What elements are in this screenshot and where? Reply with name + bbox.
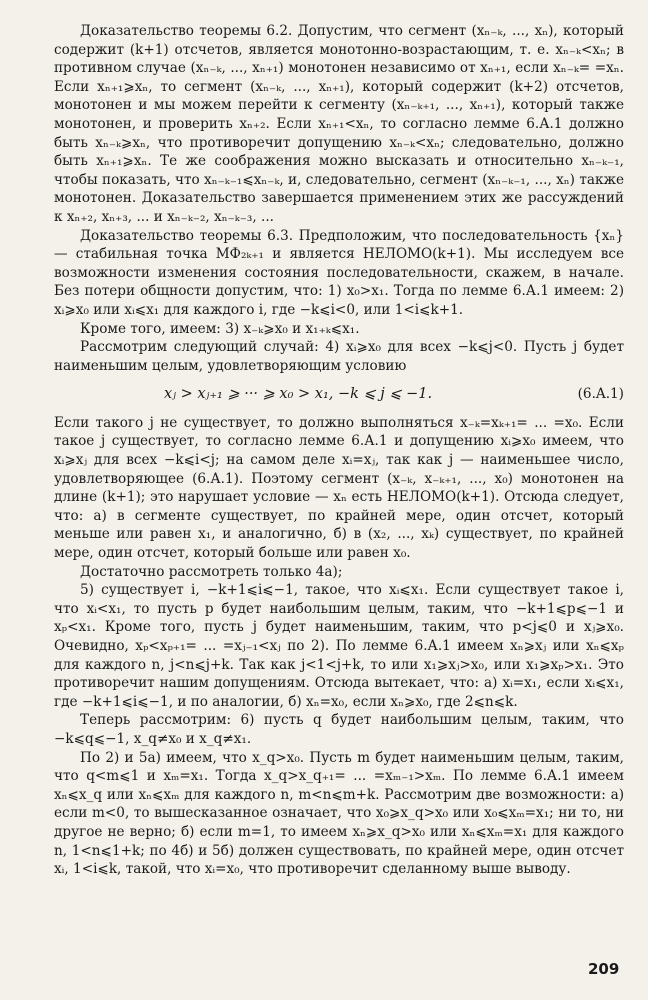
formula-6-a-1 xyxy=(54,385,624,404)
proof-theorem-6-3: Доказательство теоремы 6.3. Предположим, что последовательность {xₙ} — стабильная точка МФ₂ₖ₊₁ и является НЕЛОМО(k+1). Мы исследуем все возможности изменения состояния последовательности, скажем, в начале. Без потери общности допустим, что: 1) x₀>x₁. Тогда по лемме 6.А.1 имеем: 2) xᵢ⩾x₀ или xᵢ⩽x₁ для каждого i, где −k⩽i<0, или 1<i⩽k+1. xyxy=(54,227,624,318)
page-number: 209 xyxy=(588,960,620,978)
formula-expression: xⱼ > xⱼ₊₁ ⩾ ··· ⩾ x₀ > x₁, −k ⩽ j ⩽ −1. xyxy=(164,386,433,403)
proof-theorem-6-2: Доказательство теоремы 6.2. Допустим, что сегмент (xₙ₋ₖ, ..., xₙ), который содержит (k+1) отсчетов, является монотонно-возрастающим, т. е. xₙ₋ₖ<xₙ; в противном случае (xₙ₋ₖ, ..., xₙ₊₁) монотонен независимо от xₙ₊₁, если xₙ₋ₖ= =xₙ. Если xₙ₊₁⩾xₙ, то сегмент (xₙ₋ₖ, ..., xₙ₊₁), который содержит (k+2) отсчетов, монотонен и мы можем перейти к сегменту (xₙ₋ₖ₊₁, ..., xₙ₊₁), который также монотонен, и проверить xₙ₊₂. Если xₙ₊₁<xₙ, то согласно лемме 6.А.1 должно быть xₙ₋ₖ⩾xₙ, что противоречит допущению xₙ₋ₖ<xₙ; следовательно, должно быть xₙ₊₁⩾xₙ. Те же соображения можно высказать и относительно xₙ₋ₖ₋₁, чтобы показать, что xₙ₋ₖ₋₁⩽xₙ₋ₖ, и, следовательно, сегмент (xₙ₋ₖ₋₁, ..., xₙ) также монотонен. Доказательство завершается применением этих же рассуждений к xₙ₊₂, xₙ₊₃, ... и xₙ₋ₖ₋₂, xₙ₋ₖ₋₃, ... xyxy=(54,23,624,225)
paragraph-case-5: 5) существует i, −k+1⩽i⩽−1, такое, что xᵢ⩽x₁. Если существует такое i, что xᵢ<x₁, то пусть p будет наибольшим целым, таким, что −k+1⩽p⩽−1 и xₚ<x₁. Кроме того, пусть j будет наименьшим, таким, что p<j⩽0 и xⱼ⩾x₀. Очевидно, xₚ<xₚ₊₁= ... =xⱼ₋₁<xⱼ по 2). По лемме 6.А.1 имеем xₙ⩾xⱼ или xₙ⩽xₚ для каждого n, j<n⩽j+k. Так как j<1<j+k, то или x₁⩾xⱼ>x₀, или x₁⩾xₚ>x₁. Это противоречит нашим допущениям. Отсюда вытекает, что: а) xᵢ=x₁, если xᵢ⩽x₁, где −k+1⩽i⩽−1, и по аналогии, б) xₙ=x₀, если xₙ⩾x₀, где 2⩽n⩽k. xyxy=(54,582,624,710)
page-body xyxy=(54,22,624,879)
formula-number: (6.A.1) xyxy=(577,386,624,403)
paragraph-case-3: Кроме того, имеем: 3) x₋ₖ⩾x₀ и x₁₊ₖ⩽x₁. xyxy=(80,320,360,337)
paragraph-if-j-exists: Если такого j не существует, то должно выполняться x₋ₖ=xₖ₊₁= ... =x₀. Если такое j существует, то согласно лемме 6.А.1 и допущению xᵢ⩾x₀ имеем, что xᵢ⩾xⱼ для всех −k⩽i<j; на самом деле xᵢ=xⱼ, так как j — наименьшее число, удовлетворяющее (6.А.1). Поэтому сегмент (x₋ₖ, x₋ₖ₊₁, ..., x₀) монотонен на длине (k+1); это нарушает условие — xₙ есть НЕЛОМО(k+1). Отсюда следует, что: а) в сегменте существует, по крайней мере, один отсчет, который меньше или равен x₁, и аналогично, б) в (x₂, ..., xₖ) существует, по крайней мере, один отсчет, который больше или равен x₀. xyxy=(54,414,624,562)
paragraph-consider-4a: Достаточно рассмотреть только 4а); xyxy=(80,563,343,580)
paragraph-case-4: Рассмотрим следующий случай: 4) xᵢ⩾x₀ для всех −k⩽j<0. Пусть j будет наименьшим целым, удовлетворяющим условию xyxy=(54,339,624,374)
paragraph-conclusion: По 2) и 5а) имеем, что x_q>x₀. Пусть m будет наименьшим целым, таким, что q<m⩽1 и xₘ=x₁. Тогда x_q>x_q₊₁= ... =xₘ₋₁>xₘ. По лемме 6.А.1 имеем xₙ⩽x_q или xₙ⩽xₘ для каждого n, m<n⩽m+k. Рассмотрим две возможности: а) если m<0, то вышесказанное означает, что x₀⩾x_q>x₀ или x₀⩽xₘ=x₁; ни то, ни другое не верно; б) если m=1, то имеем xₙ⩾x_q>x₀ или xₙ⩽xₘ=x₁ для каждого n, 1<n⩽1+k; по 4б) и 5б) должен существовать, по крайней мере, один отсчет xᵢ, 1<i⩽k, такой, что xᵢ=x₀, что противоречит сделанному выше выводу. xyxy=(54,749,624,878)
paragraph-case-6: Теперь рассмотрим: 6) пусть q будет наибольшим целым, таким, что −k⩽q⩽−1, x_q≠x₀ и x_q≠x₁. xyxy=(54,712,624,747)
